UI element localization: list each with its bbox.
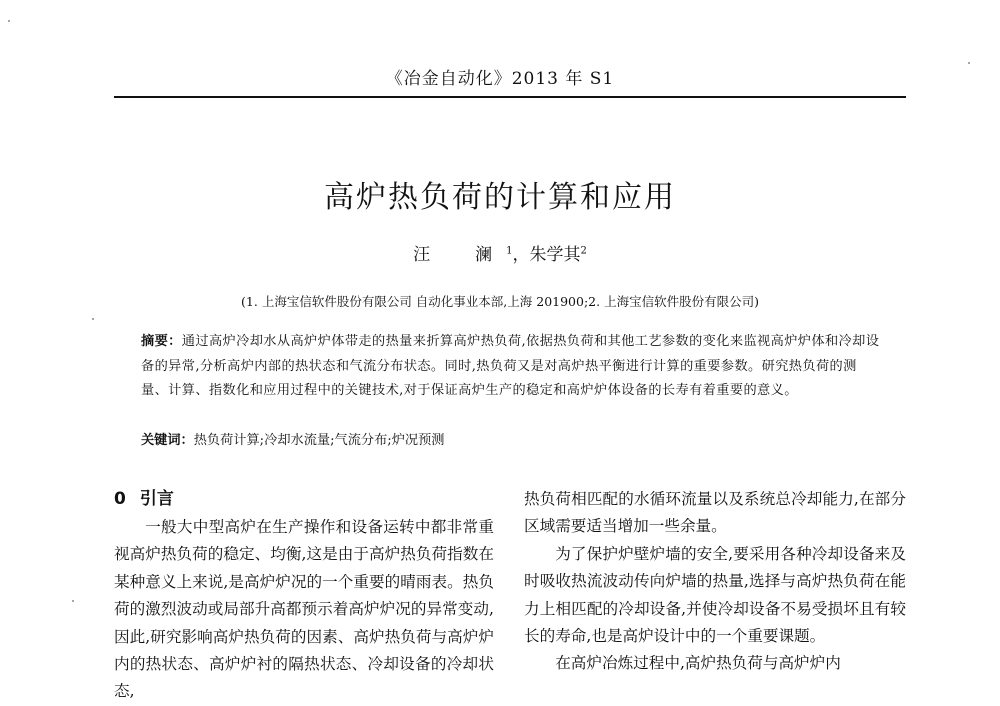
body-column-right: [524, 486, 906, 678]
keywords-label: 关键词：: [141, 433, 194, 448]
section-number: 0: [114, 489, 126, 509]
author-affiliation-mark: 2: [580, 245, 587, 257]
body-paragraph: 一般大中型高炉在生产操作和设备运转中都非常重视高炉热负荷的稳定、均衡,这是由于高炉热负荷指数在某种意义上来说,是高炉炉况的一个重要的晴雨表。热负荷的激烈波动或局部升高都预示着高炉炉况的异常变动,因此,研究影响高炉热负荷的因素、高炉热负荷与高炉炉内的热状态、高炉炉衬的隔热状态、冷却设备的冷却状态,: [114, 518, 494, 701]
paper-title: 高炉热负荷的计算和应用: [324, 180, 676, 215]
body-paragraph: 为了保护炉壁炉墙的安全,要采用各种冷却设备来及时吸收热流波动传向炉墙的热量,选择与高炉热负荷在能力上相匹配的冷却设备,并使冷却设备不易受损坏且有较长的寿命,也是高炉设计中的一个重要课题。: [524, 544, 906, 646]
scan-speck: [968, 62, 970, 64]
body-column-left: [114, 486, 494, 706]
affiliations: (1. 上海宝信软件股份有限公司 自动化事业本部,上海 201900;2. 上海宝信软件股份有限公司): [241, 294, 759, 309]
abstract-label: 摘要：: [141, 334, 182, 349]
journal-header: 《冶金自动化》2013 年 S1: [385, 69, 615, 89]
keywords: [141, 429, 881, 453]
abstract: [141, 330, 881, 404]
abstract-text: 通过高炉冷却水从高炉炉体带走的热量来折算高炉热负荷,依据热负荷和其他工艺参数的变化来监视高炉炉体和冷却设备的异常,分析高炉内部的热状态和气流分布状态。同时,热负荷又是对高炉热平衡进行计算的重要参数。研究热负荷的测量、计算、指数化和应用过程中的关键技术,对于保证高炉生产的稳定和高炉炉体设备的长寿有着重要的意义。: [141, 334, 880, 398]
keywords-text: 热负荷计算;冷却水流量;气流分布;炉况预测: [193, 433, 445, 448]
section-title: 引言: [139, 489, 174, 509]
author-line: [0, 240, 1000, 265]
body-paragraph: 热负荷相匹配的水循环流量以及系统总冷却能力,在部分区域需要适当增加一些余量。: [524, 490, 906, 536]
scan-speck: [8, 20, 10, 22]
body-paragraph: 在高炉冶炼过程中,高炉热负荷与高炉炉内: [555, 654, 841, 673]
scan-speck: [92, 318, 94, 320]
author-separator: ，: [512, 245, 530, 265]
author-name: 朱学其: [529, 245, 581, 265]
author-name: 汪 澜: [413, 245, 507, 265]
section-heading: [114, 486, 494, 513]
author-affiliation-mark: 1: [506, 245, 513, 257]
scan-speck: [72, 600, 74, 602]
header-rule: [114, 96, 906, 98]
